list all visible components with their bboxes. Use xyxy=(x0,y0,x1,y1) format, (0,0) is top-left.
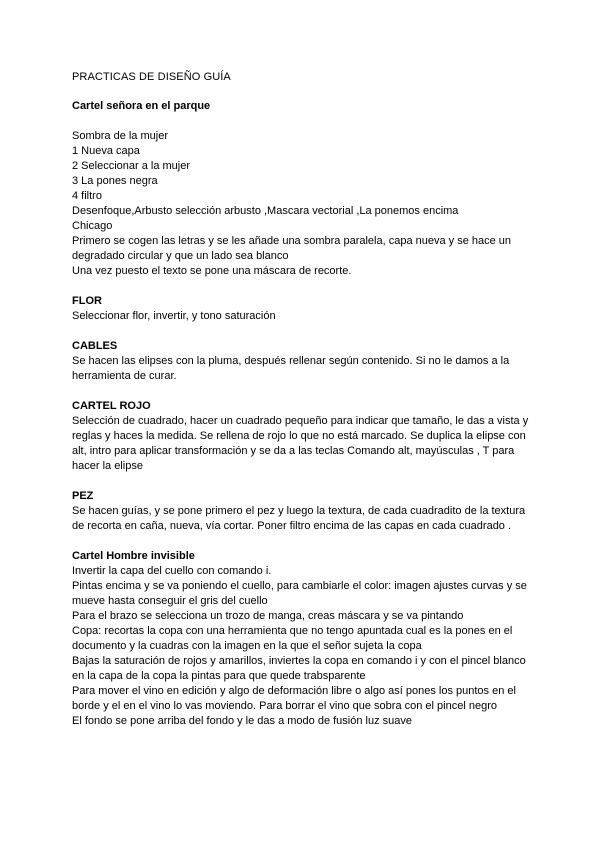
section-spacer xyxy=(72,474,532,489)
section-title: CARTEL ROJO xyxy=(72,400,151,412)
section-spacer xyxy=(72,534,532,549)
section-pez xyxy=(72,489,532,534)
section-spacer xyxy=(72,324,532,339)
text-line: 4 filtro xyxy=(72,190,102,202)
text-line: Chicago xyxy=(72,220,113,232)
section-title: Cartel Hombre invisible xyxy=(72,550,195,562)
section-cartel-senora xyxy=(72,99,532,279)
section-spacer xyxy=(72,384,532,399)
section-title: CABLES xyxy=(72,340,118,352)
section-title: FLOR xyxy=(72,295,102,307)
text-line: 3 La pones negra xyxy=(72,175,158,187)
text-line: Bajas la saturación de rojos y amarillos, inviertes la copa en comando i y con el pincel blanco en la capa de la copa la pintas para que quede trabsparente xyxy=(72,655,526,682)
text-line: Selección de cuadrado, hacer un cuadrado pequeño para indicar que tamaño, le das a vista y reglas y haces la medida. Se rellena de rojo lo que no está marcado. Se duplica la elipse con alt, intro para aplicar transformación y se da a las teclas Comando alt, mayúsculas , T para hacer la elipse xyxy=(72,415,529,472)
text-line: 2 Seleccionar a la mujer xyxy=(72,160,191,172)
text-line: Desenfoque,Arbusto selección arbusto ,Mascara vectorial ,La ponemos encima xyxy=(72,205,459,217)
text-line: Copa: recortas la copa con una herramienta que no tengo apuntada cual es la pones en el documento y la cuadras con la imagen en la que el señor sujeta la copa xyxy=(72,625,513,652)
section-title: Cartel señora en el parque xyxy=(72,100,211,112)
text-line: Para mover el vino en edición y algo de deformación libre o algo así pones los puntos en el borde y el en el vino lo vas moviendo. Para borrar el vino que sobra con el pincel negro xyxy=(72,685,516,712)
text-line: 1 Nueva capa xyxy=(72,145,140,157)
text-line: Pintas encima y se va poniendo el cuello, para cambiarle el color: imagen ajustes curvas y se mueve hasta conseguir el gris del cuello xyxy=(72,580,527,607)
text-line: Una vez puesto el texto se pone una máscara de recorte. xyxy=(72,265,352,277)
section-cables xyxy=(72,339,532,384)
text-line: Invertir la capa del cuello con comando i. xyxy=(72,565,272,577)
section-title: PEZ xyxy=(72,490,94,502)
text-line: Primero se cogen las letras y se les añade una sombra paralela, capa nueva y se hace un degradado circular y que un lado sea blanco xyxy=(72,235,512,262)
document-page xyxy=(72,70,532,729)
section-spacer xyxy=(72,279,532,294)
section-cartel-hombre-invisible xyxy=(72,549,532,729)
text-line: Se hacen las elipses con la pluma, después rellenar según contenido. Si no le damos a la herramienta de curar. xyxy=(72,355,510,382)
section-flor xyxy=(72,294,532,324)
text-line: El fondo se pone arriba del fondo y le das a modo de fusión luz suave xyxy=(72,715,413,727)
text-line: Se hacen guías, y se pone primero el pez y luego la textura, de cada cuadradito de la textura de recorta en caña, nueva, vía cortar. Poner filtro encima de las capas en cada cuadrado . xyxy=(72,505,526,532)
text-line: Seleccionar flor, invertir, y tono saturación xyxy=(72,310,276,322)
section-cartel-rojo xyxy=(72,399,532,474)
blank-line xyxy=(72,114,532,129)
document-title: PRACTICAS DE DISEÑO GUÍA xyxy=(72,71,231,83)
text-line: Sombra de la mujer xyxy=(72,130,168,142)
text-line: Para el brazo se selecciona un trozo de manga, creas máscara y se va pintando xyxy=(72,610,464,622)
